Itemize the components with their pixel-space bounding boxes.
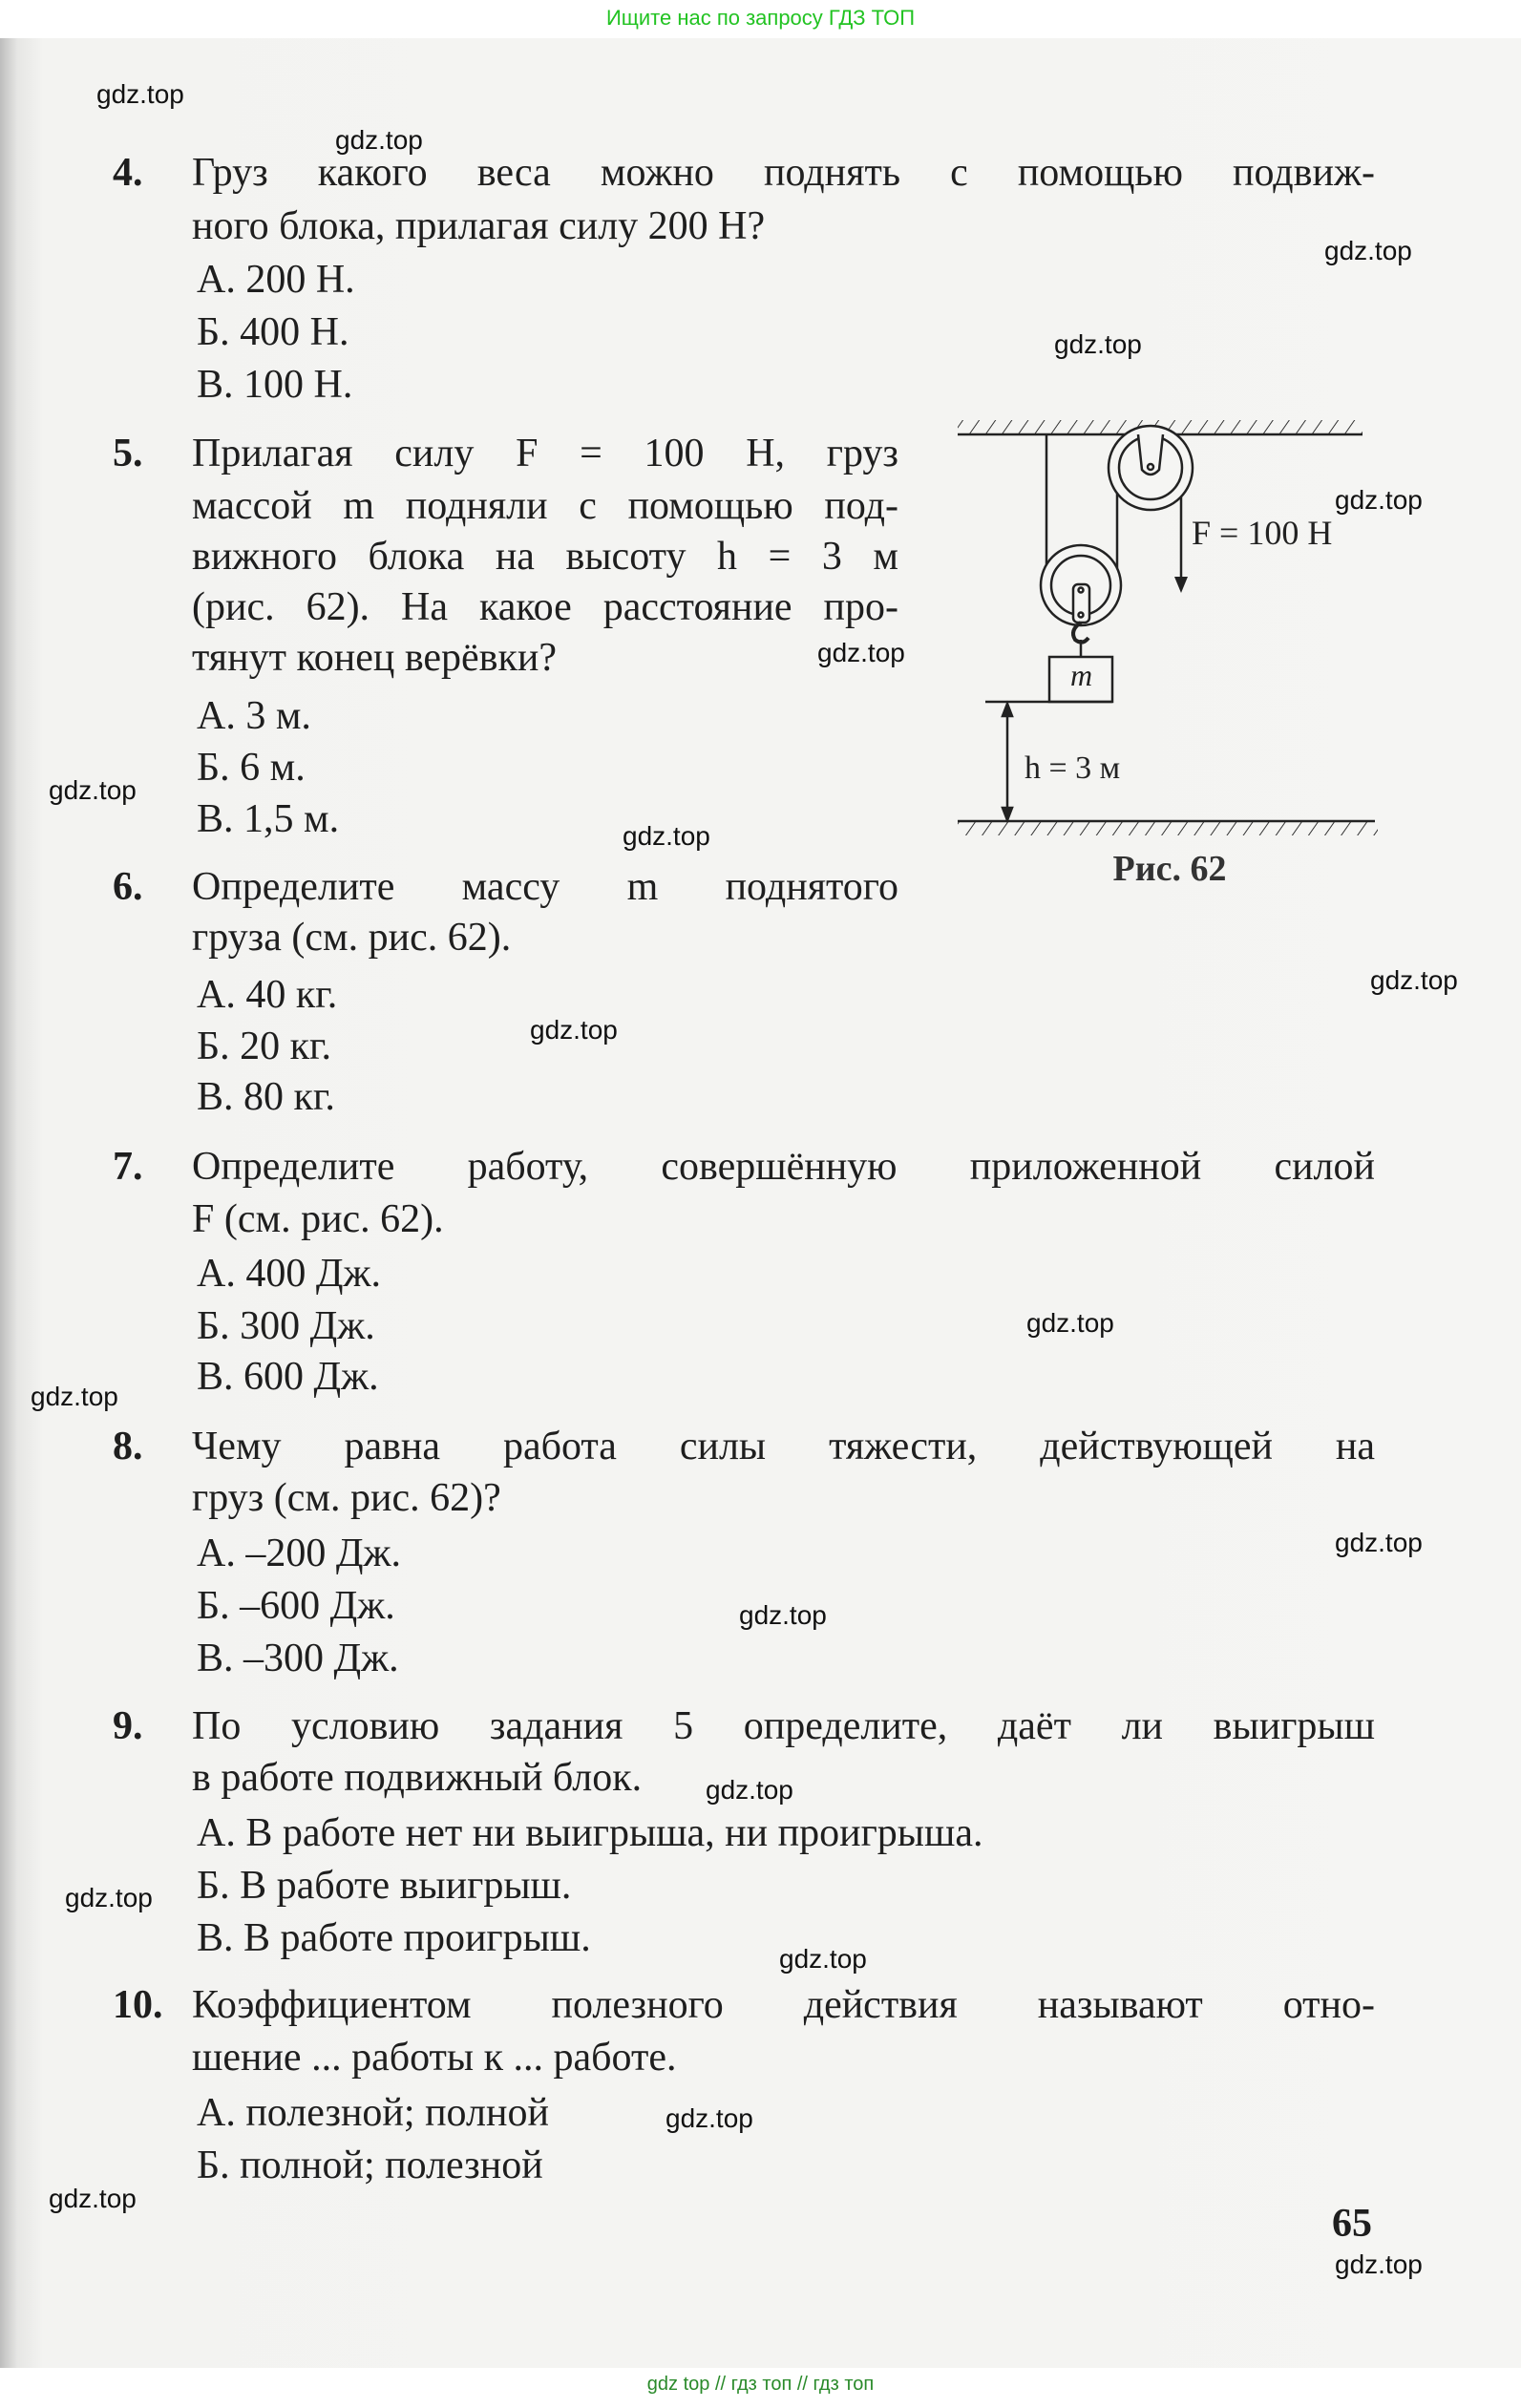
watermark-text: gdz.top	[817, 638, 905, 667]
watermark-text: gdz.top	[530, 1015, 618, 1045]
watermark-text: gdz.top	[739, 1600, 827, 1630]
answer-option: А. 200 Н.	[197, 258, 355, 303]
question-text-line: массой m подняли с помощью под-	[192, 483, 898, 528]
answer-option: А. полезной; полной	[197, 2090, 549, 2135]
force-arrow-head	[1174, 577, 1188, 593]
answer-option: А. 3 м.	[197, 694, 311, 739]
watermark-text: gdz.top	[1335, 1528, 1423, 1557]
height-label: h = 3 м	[1025, 750, 1121, 786]
question-text-line: Коэффициентом полезного действия называют отно-	[192, 1983, 1375, 2028]
question-text-line: Чему равна работа силы тяжести, действующей на	[192, 1424, 1375, 1468]
question-number: 4.	[113, 150, 143, 195]
watermark-text: gdz.top	[1324, 236, 1412, 265]
question-number: 7.	[113, 1144, 143, 1189]
answer-option: В. 80 кг.	[197, 1075, 335, 1120]
page-number: 65	[1332, 2202, 1372, 2246]
question-text-line: (рис. 62). На какое расстояние про-	[192, 585, 898, 630]
question-text-line: Груз какого веса можно поднять с помощью подвиж-	[192, 150, 1375, 195]
watermark-text: gdz.top	[1370, 965, 1458, 995]
answer-option: А. 40 кг.	[197, 972, 338, 1017]
force-label: F = 100 Н	[1192, 514, 1333, 552]
search-banner[interactable]: Ищите нас по запросу ГДЗ ТОП	[605, 6, 916, 30]
question-text-line: F (см. рис. 62).	[192, 1196, 444, 1241]
answer-option: В. –300 Дж.	[197, 1636, 399, 1680]
answer-option: В. 1,5 м.	[197, 797, 340, 842]
question-text-line: По условию задания 5 определите, даёт ли выигрыш	[192, 1703, 1375, 1748]
answer-option: В. В работе проигрыш.	[197, 1915, 591, 1960]
answer-option: Б. –600 Дж.	[197, 1584, 395, 1628]
watermark-text: gdz.top	[1054, 329, 1142, 359]
question-text-line: Прилагая силу F = 100 Н, груз	[192, 432, 898, 476]
figure-caption: Рис. 62	[1112, 849, 1227, 889]
answer-option: Б. 300 Дж.	[197, 1304, 375, 1349]
answer-option: А. –200 Дж.	[197, 1531, 401, 1576]
watermark-text: gdz.top	[1335, 485, 1423, 515]
footer-links[interactable]: gdz top // гдз топ // гдз топ	[646, 2374, 875, 2395]
question-text-line: груза (см. рис. 62).	[192, 916, 512, 961]
watermark-text: gdz.top	[65, 1883, 153, 1912]
answer-option: А. 400 Дж.	[197, 1252, 381, 1297]
watermark-text: gdz.top	[623, 821, 710, 851]
answer-option: Б. В работе выигрыш.	[197, 1863, 572, 1908]
question-number: 5.	[113, 432, 143, 476]
answer-option: Б. 6 м.	[197, 745, 306, 790]
fixed-pulley-bracket	[1138, 434, 1163, 475]
question-text-line: вижного блока на высоту h = 3 м	[192, 535, 898, 580]
watermark-text: gdz.top	[1026, 1308, 1114, 1338]
question-text-line: шение ... работы к ... работе.	[192, 2036, 677, 2081]
answer-option: Б. 20 кг.	[197, 1024, 332, 1069]
mass-label: m	[1070, 658, 1093, 692]
watermark-text: gdz.top	[1335, 2250, 1423, 2279]
answer-option: А. В работе нет ни выигрыша, ни проигрыша.	[197, 1811, 983, 1856]
watermark-text: gdz.top	[335, 125, 423, 155]
watermark-text: gdz.top	[49, 2184, 137, 2213]
floor-hatch	[958, 822, 1378, 835]
question-number: 6.	[113, 865, 143, 909]
question-number: 10.	[113, 1983, 163, 2028]
question-text-line: ного блока, прилагая силу 200 Н?	[192, 204, 766, 249]
watermark-text: gdz.top	[665, 2103, 753, 2133]
question-text-line: в работе подвижный блок.	[192, 1756, 643, 1801]
watermark-text: gdz.top	[49, 775, 137, 805]
answer-option: В. 100 Н.	[197, 362, 353, 407]
question-text-line: тянут конец верёвки?	[192, 636, 558, 681]
question-text-line: Определите массу m поднятого	[192, 865, 898, 909]
watermark-text: gdz.top	[96, 79, 184, 109]
question-number: 8.	[113, 1424, 143, 1468]
question-text-line: груз (см. рис. 62)?	[192, 1476, 501, 1521]
answer-option: В. 600 Дж.	[197, 1355, 379, 1400]
watermark-text: gdz.top	[779, 1944, 867, 1974]
watermark-text: gdz.top	[706, 1775, 793, 1805]
answer-option: Б. полной; полезной	[197, 2143, 543, 2187]
question-text-line: Определите работу, совершённую приложенной силой	[192, 1144, 1375, 1189]
question-number: 9.	[113, 1703, 143, 1748]
watermark-text: gdz.top	[31, 1382, 118, 1411]
answer-option: Б. 400 Н.	[197, 310, 349, 355]
